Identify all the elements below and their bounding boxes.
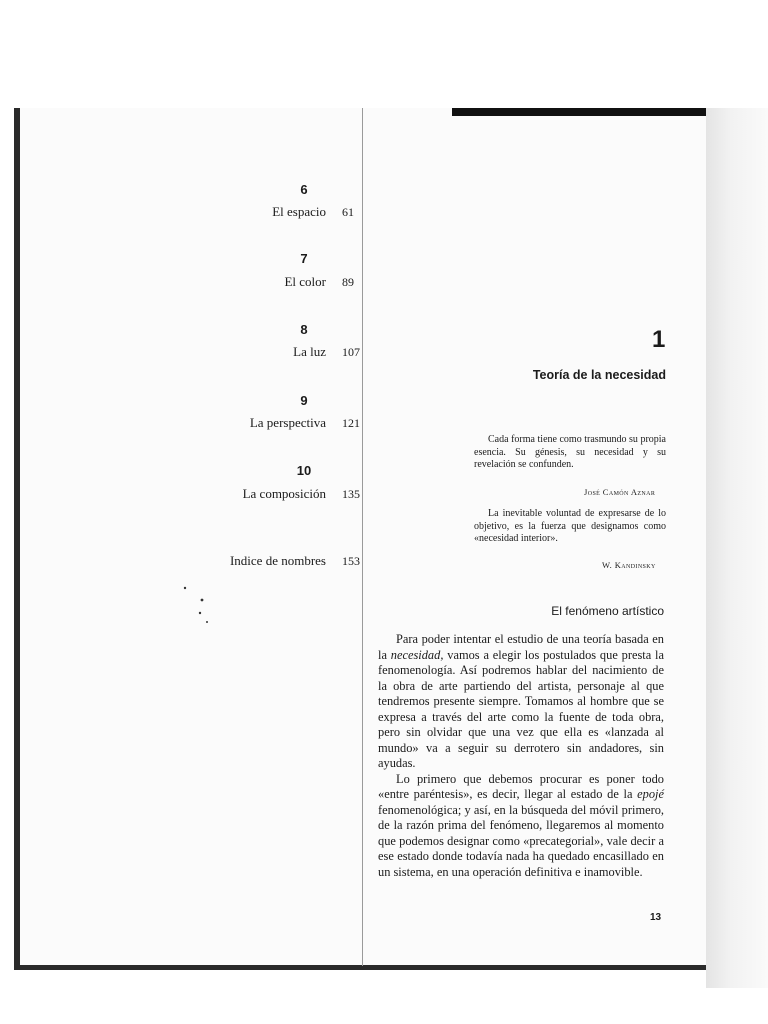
toc-chapter-number: 7: [300, 251, 308, 266]
paragraph-text: fenomenológica; y así, en la búsqueda del móvil primero, de la razón prima del fenómeno, llegaremos al momento que podemos designar como «precategorial», vale decir a ese estado donde todavía nada ha quedado encasillado en un sistema, en una operación definitiva e inamovible.: [378, 802, 664, 879]
section-heading: El fenómeno artístico: [551, 604, 664, 618]
chapter-title: Teoría de la necesidad: [532, 368, 666, 382]
toc-chapter-title: La luz: [293, 344, 326, 359]
toc-page-number: 135: [342, 487, 360, 501]
toc-chapter-number: 8: [300, 322, 308, 337]
toc-chapter-title: El color: [284, 274, 326, 289]
scan-shadow: [452, 108, 706, 116]
toc-chapter-title: La perspectiva: [249, 415, 326, 430]
toc-page-number: 107: [342, 345, 360, 359]
body-text: [378, 632, 664, 880]
epigraph-text: La inevitable voluntad de expresarse de lo objetivo, es la fuerza que designamos como «necesidad interior».: [474, 508, 666, 544]
emphasis-text: necesidad,: [390, 647, 444, 662]
epigraph-text: Cada forma tiene como trasmundo su propia esencia. Su génesis, su necesidad y su revelación se confunden.: [474, 434, 666, 470]
page-number: 13: [650, 912, 662, 923]
toc-page-number: 121: [342, 416, 360, 430]
paragraph-text: Lo primero que debemos procurar es poner todo «entre paréntesis», es decir, llegar al estado de la: [378, 771, 664, 801]
scan-edge-shade: [706, 108, 768, 988]
scan-specks: [180, 580, 220, 630]
toc-page-number: 153: [342, 554, 360, 568]
body-paragraph: [378, 632, 664, 772]
body-paragraph: [378, 772, 664, 881]
toc-chapter-title: La composición: [242, 486, 326, 501]
toc-chapter-number: 6: [300, 182, 308, 197]
chapter-number: 1: [652, 326, 666, 353]
toc-chapter-title: El espacio: [272, 204, 326, 219]
toc-chapter-number: 10: [296, 463, 312, 478]
emphasis-text: epojé: [637, 787, 664, 801]
toc-page-number: 89: [342, 275, 354, 289]
epigraph-author: W. Kandinsky: [602, 560, 656, 570]
toc-page-number: 61: [342, 205, 354, 219]
epigraph-author: José Camón Aznar: [584, 487, 656, 497]
paragraph-text: Para poder intentar el estudio de una teoría basada en la: [378, 632, 664, 662]
paragraph-text: vamos a elegir los postulados que presta la fenomenología. Así podremos hablar del nacimiento de la obra de arte partiendo del artista, personaje al que tendremos presente siempre. Tomamos al hombre que se expresa a través del arte como la fuente de toda obra, pero sin olvidar que una vez que ella es «lanzada al mundo» va a seguir su derrotero sin andadores, sin ayudas.: [378, 647, 665, 770]
book-gutter: [362, 108, 363, 966]
toc-chapter-number: 9: [300, 393, 308, 408]
toc-index-title: Indice de nombres: [229, 553, 326, 568]
